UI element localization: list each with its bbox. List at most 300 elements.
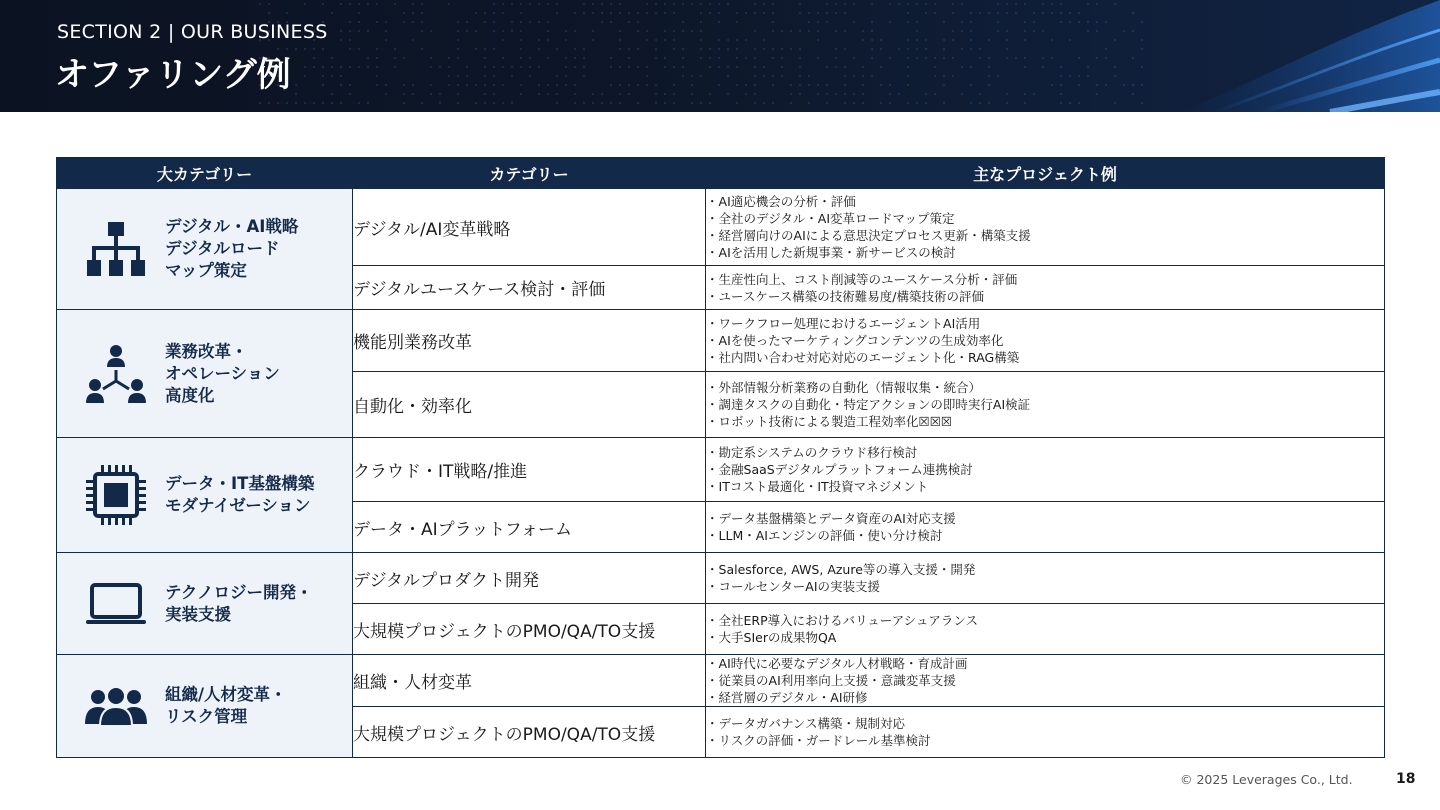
header-dot (484, 102, 486, 104)
header-dot (1141, 39, 1143, 41)
header-dot (547, 39, 549, 41)
header-dot (628, 84, 630, 86)
header-dot (736, 21, 738, 23)
header-dot (961, 21, 963, 23)
header-dot (700, 102, 702, 104)
header-dot (781, 57, 783, 59)
header-dot (763, 75, 765, 77)
header-dot (682, 48, 684, 50)
header-dot (934, 3, 936, 5)
category-cell: 大規模プロジェクトのPMO/QA/TO支援 (353, 707, 706, 758)
header-dot (925, 48, 927, 50)
header-dot (1060, 3, 1062, 5)
header-dot (691, 3, 693, 5)
header-dot (700, 30, 702, 32)
header-dot (1141, 21, 1143, 23)
header-dot (709, 57, 711, 59)
project-item: ・ 経営層のデジタル・AI研修 (706, 689, 1384, 706)
projects-cell (706, 655, 1385, 707)
header-dot (637, 30, 639, 32)
project-item: ・ 生産性向上、コスト削減等のユースケース分析・評価 (706, 271, 1384, 288)
header-dot (862, 102, 864, 104)
offering-table (56, 157, 1385, 758)
header-dot (484, 21, 486, 23)
header-dot (385, 93, 387, 95)
project-item: ・ ワークフロー処理におけるエージェントAI活用 (706, 315, 1384, 332)
header-dot (1033, 12, 1035, 14)
header-dot (1006, 3, 1008, 5)
header-dot (1078, 75, 1080, 77)
header-dot (403, 93, 405, 95)
header-dot (304, 3, 306, 5)
header-dot (799, 3, 801, 5)
header-dot (322, 3, 324, 5)
header-dot (520, 39, 522, 41)
header-dot (367, 30, 369, 32)
header-dot (673, 12, 675, 14)
header-dot (997, 30, 999, 32)
header-dot (1033, 21, 1035, 23)
header-dot (619, 102, 621, 104)
header-dot (511, 66, 513, 68)
header-dot (700, 12, 702, 14)
header-dot (295, 102, 297, 104)
header-dot (637, 21, 639, 23)
header-dot (853, 75, 855, 77)
header-dot (736, 12, 738, 14)
header-dot (574, 93, 576, 95)
header-dot (457, 93, 459, 95)
major-category-cell (57, 553, 353, 655)
header-dot (781, 30, 783, 32)
project-item: ・ リスクの評価・ガードレール基準検討 (706, 732, 1384, 749)
header-dot (880, 48, 882, 50)
header-dot (907, 12, 909, 14)
header-dot (295, 48, 297, 50)
header-dot (1006, 12, 1008, 14)
header-dot (493, 93, 495, 95)
header-dot (1024, 57, 1026, 59)
header-dot (592, 93, 594, 95)
header-dot (403, 21, 405, 23)
header-dot (1078, 12, 1080, 14)
header-dot (538, 84, 540, 86)
header-dot (520, 21, 522, 23)
header-dot (1015, 12, 1017, 14)
header-dot (1060, 12, 1062, 14)
header-dot (817, 30, 819, 32)
header-dot (898, 48, 900, 50)
header-dot (718, 12, 720, 14)
header-dot (646, 3, 648, 5)
header-dot (502, 12, 504, 14)
header-dot (349, 30, 351, 32)
category-cell: 組織・人材変革 (353, 655, 706, 707)
header-dot (718, 48, 720, 50)
header-dot (466, 84, 468, 86)
header-dot (484, 12, 486, 14)
header-dot (979, 57, 981, 59)
header-dot (727, 48, 729, 50)
header-dot (664, 57, 666, 59)
header-dot (304, 102, 306, 104)
header-dot (1033, 30, 1035, 32)
header-dot (664, 102, 666, 104)
header-dot (646, 30, 648, 32)
header-dot (790, 48, 792, 50)
header-dot (493, 75, 495, 77)
header-dot (673, 93, 675, 95)
header-dot (970, 12, 972, 14)
header-dot (1096, 30, 1098, 32)
header-dot (430, 30, 432, 32)
header-dot (574, 30, 576, 32)
header-dot (790, 93, 792, 95)
header-dot (520, 3, 522, 5)
projects-cell (706, 310, 1385, 372)
header-dot (457, 84, 459, 86)
header-dot (925, 93, 927, 95)
header-dot (718, 66, 720, 68)
header-dot (844, 48, 846, 50)
header-dot (466, 30, 468, 32)
header-dot (628, 21, 630, 23)
header-dot (484, 84, 486, 86)
header-dot (412, 12, 414, 14)
projects-cell (706, 372, 1385, 438)
header-dot (997, 3, 999, 5)
header-dot (304, 66, 306, 68)
header-dot (673, 48, 675, 50)
header-dot (637, 48, 639, 50)
header-dot (961, 30, 963, 32)
header-dot (439, 66, 441, 68)
header-dot (493, 66, 495, 68)
header-dot (772, 21, 774, 23)
header-dot (502, 102, 504, 104)
header-dot (781, 48, 783, 50)
category-cell: デジタルプロダクト開発 (353, 553, 706, 604)
header-dot (808, 12, 810, 14)
header-dot (727, 75, 729, 77)
header-dot (772, 57, 774, 59)
header-dot (430, 93, 432, 95)
project-item: ・ 金融SaaSデジタルプラットフォーム連携検討 (706, 461, 1384, 478)
header-dot (871, 39, 873, 41)
header-dot (727, 93, 729, 95)
header-dot (826, 3, 828, 5)
header-dot (484, 66, 486, 68)
header-dot (808, 84, 810, 86)
header-dot (1078, 84, 1080, 86)
project-item: ・ 従業員のAI利用率向上支援・意識変革支援 (706, 672, 1384, 689)
header-dot (610, 57, 612, 59)
header-dot (1069, 21, 1071, 23)
header-dot (1132, 30, 1134, 32)
header-dot (763, 48, 765, 50)
header-dot (1069, 75, 1071, 77)
project-item: ・ LLM・AIエンジンの評価・使い分け検討 (706, 527, 1384, 544)
header-dot (1096, 3, 1098, 5)
header-dot (889, 21, 891, 23)
header-dot (619, 48, 621, 50)
header-dot (349, 21, 351, 23)
header-dot (1123, 30, 1125, 32)
header-dot (745, 93, 747, 95)
header-dot (475, 48, 477, 50)
header-dot (610, 102, 612, 104)
header-dot (592, 12, 594, 14)
header-dot (565, 57, 567, 59)
header-dot (1123, 84, 1125, 86)
header-dot (1132, 12, 1134, 14)
header-dot (331, 66, 333, 68)
header-dot (997, 12, 999, 14)
header-dot (583, 3, 585, 5)
header-dot (736, 39, 738, 41)
header-dot (520, 93, 522, 95)
header-dot (1060, 102, 1062, 104)
header-dot (619, 12, 621, 14)
header-dot (385, 21, 387, 23)
header-dot (601, 102, 603, 104)
header-dot (934, 57, 936, 59)
project-item: ・ AI時代に必要なデジタル人材戦略・育成計画 (706, 655, 1384, 672)
header-dot (871, 57, 873, 59)
header-dot (997, 21, 999, 23)
header-dot (700, 3, 702, 5)
header-dot (952, 30, 954, 32)
header-dot (862, 30, 864, 32)
header-dot (970, 39, 972, 41)
header-dot (376, 84, 378, 86)
header-dot (520, 30, 522, 32)
header-dot (385, 84, 387, 86)
header-dot (1087, 21, 1089, 23)
header-dot (889, 3, 891, 5)
header-dot (1051, 57, 1053, 59)
header-dot (934, 66, 936, 68)
table-row (57, 189, 1385, 266)
header-dot (349, 3, 351, 5)
header-dot (943, 84, 945, 86)
header-dot (1087, 30, 1089, 32)
header-dot (313, 102, 315, 104)
major-category-label: テクノロジー開発・ 実装支援 (165, 582, 313, 624)
header-dot (466, 21, 468, 23)
major-category-cell (57, 189, 353, 310)
header-dot (934, 93, 936, 95)
header-dot (988, 57, 990, 59)
header-dot (664, 30, 666, 32)
header-dot (727, 66, 729, 68)
header-dot (295, 84, 297, 86)
header-dot (403, 12, 405, 14)
header-dot (1042, 3, 1044, 5)
header-dot (1042, 57, 1044, 59)
header-dot (853, 3, 855, 5)
header-dot (493, 48, 495, 50)
header-dot (1006, 39, 1008, 41)
header-dot (808, 30, 810, 32)
header-dot (1087, 75, 1089, 77)
header-dot (826, 93, 828, 95)
header-dot (799, 93, 801, 95)
header-dot (619, 93, 621, 95)
header-dot (970, 30, 972, 32)
project-item: ・ 大手SIerの成果物QA (706, 629, 1384, 646)
header-dot (979, 93, 981, 95)
header-dot (1141, 84, 1143, 86)
header-dot (691, 93, 693, 95)
header-dot (754, 12, 756, 14)
category-cell: クラウド・IT戦略/推進 (353, 438, 706, 502)
header-dot (763, 12, 765, 14)
header-dot (682, 30, 684, 32)
header-dot (925, 12, 927, 14)
header-dot (376, 57, 378, 59)
header-dot (709, 102, 711, 104)
header-dot (502, 39, 504, 41)
major-category-label: デジタル・AI戦略 デジタルロード マップ策定 (165, 217, 299, 280)
header-dot (1087, 66, 1089, 68)
header-dot (367, 3, 369, 5)
header-dot (754, 66, 756, 68)
header-dot (943, 21, 945, 23)
header-dot (547, 30, 549, 32)
header-dot (322, 84, 324, 86)
header-dot (844, 30, 846, 32)
projects-cell (706, 189, 1385, 266)
header-dot (655, 3, 657, 5)
header-dot (907, 75, 909, 77)
header-dot (403, 84, 405, 86)
header-dot (763, 102, 765, 104)
header-dot (538, 21, 540, 23)
header-dot (1114, 75, 1116, 77)
header-dot (664, 66, 666, 68)
header-dot (1096, 57, 1098, 59)
header-dot (736, 57, 738, 59)
header-dot (610, 66, 612, 68)
people-group-icon (83, 673, 149, 739)
header-dot (394, 66, 396, 68)
header-dot (673, 3, 675, 5)
header-dot (592, 30, 594, 32)
header-dot (475, 102, 477, 104)
category-cell: 機能別業務改革 (353, 310, 706, 372)
header-dot (1114, 3, 1116, 5)
header-dot (898, 3, 900, 5)
header-dot (1006, 102, 1008, 104)
header-dot (322, 75, 324, 77)
header-dot (1096, 84, 1098, 86)
header-dot (1033, 93, 1035, 95)
header-dot (664, 39, 666, 41)
major-category-label: 業務改革・ オペレーション 高度化 (165, 341, 280, 405)
header-dot (502, 66, 504, 68)
header-dot (547, 57, 549, 59)
category-cell: データ・AIプラットフォーム (353, 502, 706, 553)
header-dot (538, 39, 540, 41)
header-dot (943, 102, 945, 104)
header-dot (349, 84, 351, 86)
header-dot (583, 75, 585, 77)
header-dot (745, 84, 747, 86)
header-dot (1024, 93, 1026, 95)
project-item: ・ 勘定系システムのクラウド移行検討 (706, 444, 1384, 461)
header-dot (1132, 84, 1134, 86)
header-dot (619, 39, 621, 41)
header-dot (268, 102, 270, 104)
page-number: 18 (1396, 771, 1416, 787)
header-dot (988, 75, 990, 77)
project-item: ・ データ基盤構築とデータ資産のAI対応支援 (706, 510, 1384, 527)
projects-cell (706, 707, 1385, 758)
header-dot (763, 66, 765, 68)
header-dot (772, 84, 774, 86)
header-dot (718, 84, 720, 86)
project-item: ・ コールセンターAIの実装支援 (706, 578, 1384, 595)
header-dot (1006, 30, 1008, 32)
header-dot (844, 102, 846, 104)
header-dot (907, 57, 909, 59)
header-dot (655, 102, 657, 104)
header-dot (304, 75, 306, 77)
header-dot (421, 3, 423, 5)
header-dot (1141, 66, 1143, 68)
header-dot (979, 48, 981, 50)
header-dot (268, 12, 270, 14)
header-dot (655, 93, 657, 95)
header-dot (637, 12, 639, 14)
header-dot (952, 75, 954, 77)
header-dot (259, 3, 261, 5)
header-dot (367, 102, 369, 104)
header-dot (916, 57, 918, 59)
header-dot (583, 12, 585, 14)
header-dot (529, 75, 531, 77)
header-dot (655, 12, 657, 14)
project-item: ・ 社内問い合わせ対応対応のエージェント化・RAG構築 (706, 349, 1384, 366)
header-dot (979, 12, 981, 14)
header-dot (682, 57, 684, 59)
header-dot (844, 3, 846, 5)
header-dot (556, 12, 558, 14)
header-dot (718, 39, 720, 41)
header-dot (1024, 21, 1026, 23)
header-dot (349, 93, 351, 95)
header-dot (1015, 57, 1017, 59)
header-dot (520, 84, 522, 86)
projects-cell (706, 553, 1385, 604)
header-dot (817, 12, 819, 14)
header-dot (799, 30, 801, 32)
header-dot (520, 57, 522, 59)
header-dot (574, 48, 576, 50)
header-dot (466, 75, 468, 77)
header-dot (835, 93, 837, 95)
category-cell: 自動化・効率化 (353, 372, 706, 438)
header-dot (835, 66, 837, 68)
header-dot (826, 102, 828, 104)
header-dot (457, 48, 459, 50)
header-dot (565, 39, 567, 41)
header-dot (313, 48, 315, 50)
header-dot (907, 102, 909, 104)
table-row (57, 553, 1385, 604)
header-dot (1078, 57, 1080, 59)
